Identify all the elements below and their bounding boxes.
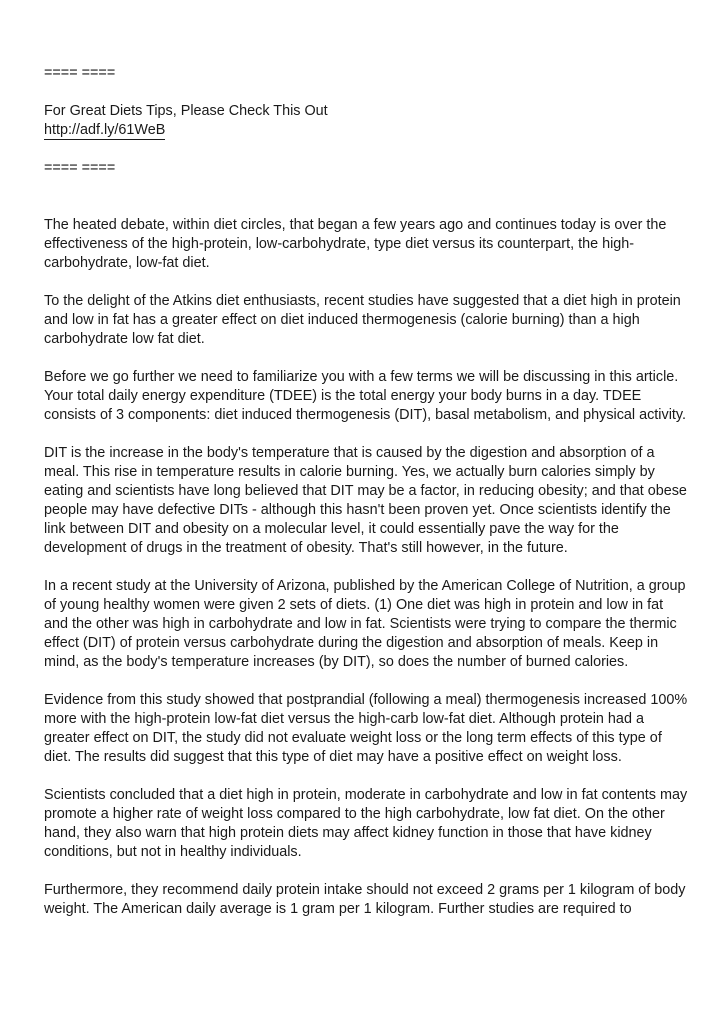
article-paragraph: To the delight of the Atkins diet enthusiasts, recent studies have suggested that a diet high in protein and low in fat has a greater effect on diet induced thermogenesis (calorie burning) than a high carbohydrate low fat diet. [44, 293, 681, 347]
article-paragraph: Before we go further we need to familiarize you with a few terms we will be discussing in this article. Your total daily energy expenditure (TDEE) is the total energy your body burns in a day. TDEE consists of 3 components: diet induced thermogenesis (DIT), basal metabolism, and physical activity. [44, 369, 687, 423]
promo-link[interactable]: http://adf.ly/61WeB [44, 122, 166, 138]
separator-top: ==== ==== [44, 65, 116, 81]
separator-bottom: ==== ==== [44, 160, 116, 176]
promo-block [44, 102, 690, 140]
promo-text: For Great Diets Tips, Please Check This Out [44, 103, 328, 119]
article-paragraph: Evidence from this study showed that postprandial (following a meal) thermogenesis increased 100% more with the high-protein low-fat diet versus the high-carb low-fat diet. Although protein had a greater effect on DIT, the study did not evaluate weight loss or the long term effects of this type of diet. The results did suggest that this type of diet may have a positive effect on weight loss. [44, 692, 688, 765]
article-paragraph: The heated debate, within diet circles, that began a few years ago and continues today is over the effectiveness of the high-protein, low-carbohydrate, type diet versus its counterpart, the high-carbohydrate, low-fat diet. [44, 217, 667, 271]
article-body [44, 216, 690, 919]
article-paragraph: In a recent study at the University of Arizona, published by the American College of Nutrition, a group of young healthy women were given 2 sets of diets. (1) One diet was high in protein and low in fat and the other was high in carbohydrate and low in fat. Scientists were trying to compare the thermic effect (DIT) of protein versus carbohydrate during the digestion and absorption of meals. Keep in mind, as the body's temperature increases (by DIT), so does the number of burned calories. [44, 578, 686, 670]
document-page [44, 64, 690, 938]
article-paragraph: Scientists concluded that a diet high in protein, moderate in carbohydrate and low in fat contents may promote a higher rate of weight loss compared to the high carbohydrate, low fat diet. On the other hand, they also warn that high protein diets may affect kidney function in those that have kidney conditions, but not in healthy individuals. [44, 787, 688, 860]
article-paragraph: Furthermore, they recommend daily protein intake should not exceed 2 grams per 1 kilogram of body weight. The American daily average is 1 gram per 1 kilogram. Further studies are required to [44, 882, 686, 917]
article-paragraph: DIT is the increase in the body's temperature that is caused by the digestion and absorption of a meal. This rise in temperature results in calorie burning. Yes, we actually burn calories simply by eating and scientists have long believed that DIT may be a factor, in reducing obesity; and that obese people may have defective DITs - although this hasn't been proven yet. Once scientists identify the link between DIT and obesity on a molecular level, it could essentially pave the way for the development of drugs in the treatment of obesity. That's still however, in the future. [44, 445, 687, 556]
